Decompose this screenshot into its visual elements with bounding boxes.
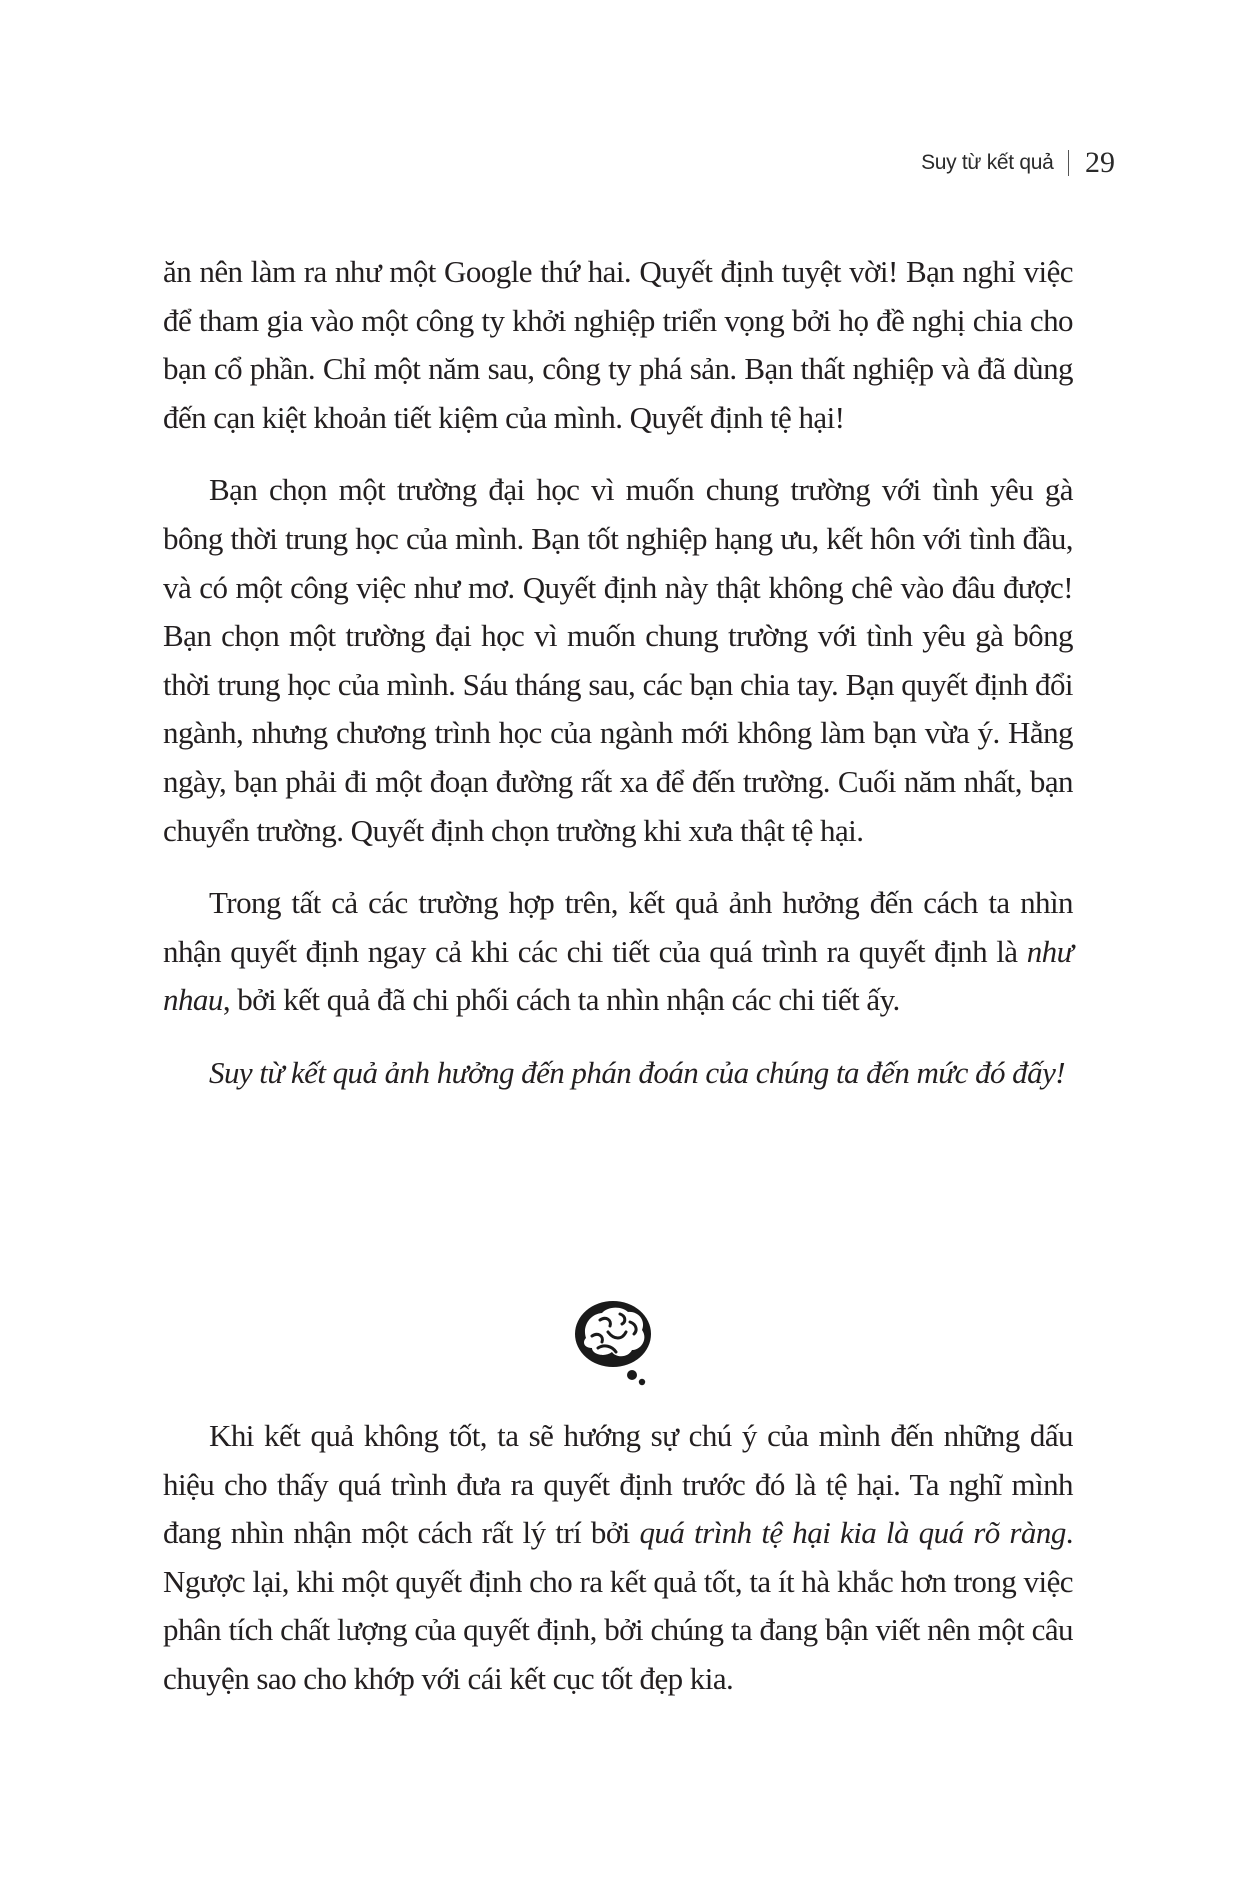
- running-head-title: Suy từ kết quả: [921, 151, 1054, 174]
- brain-thought-bubble-icon: [570, 1296, 666, 1392]
- emphasis-text: Suy từ kết quả ảnh hưởng đến phán đoán của chúng ta đến mức đó đấy!: [209, 1054, 1066, 1090]
- emphasis-text: quá trình tệ hại kia là quá rõ ràng: [639, 1515, 1066, 1551]
- paragraph: [163, 1412, 1073, 1704]
- paragraph-text: . Ngược lại, khi một quyết định cho ra kết quả tốt, ta ít hà khắc hơn trong việc phân tích chất lượng của quyết định, bởi chúng ta đang bận viết nên một câu chuyện sao cho khớp với cái kết cục tốt đẹp kia.: [163, 1515, 1073, 1696]
- paragraph: [163, 466, 1073, 855]
- emphasis-text: như nhau: [163, 933, 1073, 1018]
- paragraph-text: , bởi kết quả đã chi phối cách ta nhìn nhận các chi tiết ấy.: [222, 982, 900, 1018]
- paragraph: [163, 879, 1073, 1025]
- body-text-section-1: [163, 248, 1073, 1122]
- paragraph-text: Trong tất cả các trường hợp trên, kết quả ảnh hưởng đến cách ta nhìn nhận quyết định ngay cả khi các chi tiết của quá trình ra quyết định là: [163, 885, 1073, 969]
- running-head-divider: [1068, 150, 1070, 176]
- paragraph-text: ăn nên làm ra như một Google thứ hai. Quyết định tuyệt vời! Bạn nghỉ việc để tham gia vào một công ty khởi nghiệp triển vọng bởi họ đề nghị chia cho bạn cổ phần. Chỉ một năm sau, công ty phá sản. Bạn thất nghiệp và đã dùng đến cạn kiệt khoản tiết kiệm của mình. Quyết định tệ hại!: [163, 254, 1073, 435]
- paragraph-text: Khi kết quả không tốt, ta sẽ hướng sự chú ý của mình đến những dấu hiệu cho thấy quá trình đưa ra quyết định trước đó là tệ hại. Ta nghĩ mình đang nhìn nhận một cách rất lý trí bởi: [163, 1418, 1073, 1551]
- page-number: 29: [1085, 146, 1115, 179]
- paragraph-continuation: [163, 248, 1073, 442]
- body-text-section-2: [163, 1412, 1073, 1728]
- paragraph-text: Bạn chọn một trường đại học vì muốn chung trường với tình yêu gà bông thời trung học của mình. Bạn tốt nghiệp hạng ưu, kết hôn với tình đầu, và có một công việc như mơ. Quyết định này thật không chê vào đâu được! Bạn chọn một trường đại học vì muốn chung trường với tình yêu gà bông thời trung học của mình. Sáu tháng sau, các bạn chia tay. Bạn quyết định đổi ngành, nhưng chương trình học của ngành mới không làm bạn vừa ý. Hằng ngày, bạn phải đi một đoạn đường rất xa để đến trường. Cuối năm nhất, bạn chuyển trường. Quyết định chọn trường khi xưa thật tệ hại.: [163, 472, 1073, 848]
- running-head: [921, 146, 1115, 180]
- paragraph-italic-conclusion: [163, 1049, 1073, 1098]
